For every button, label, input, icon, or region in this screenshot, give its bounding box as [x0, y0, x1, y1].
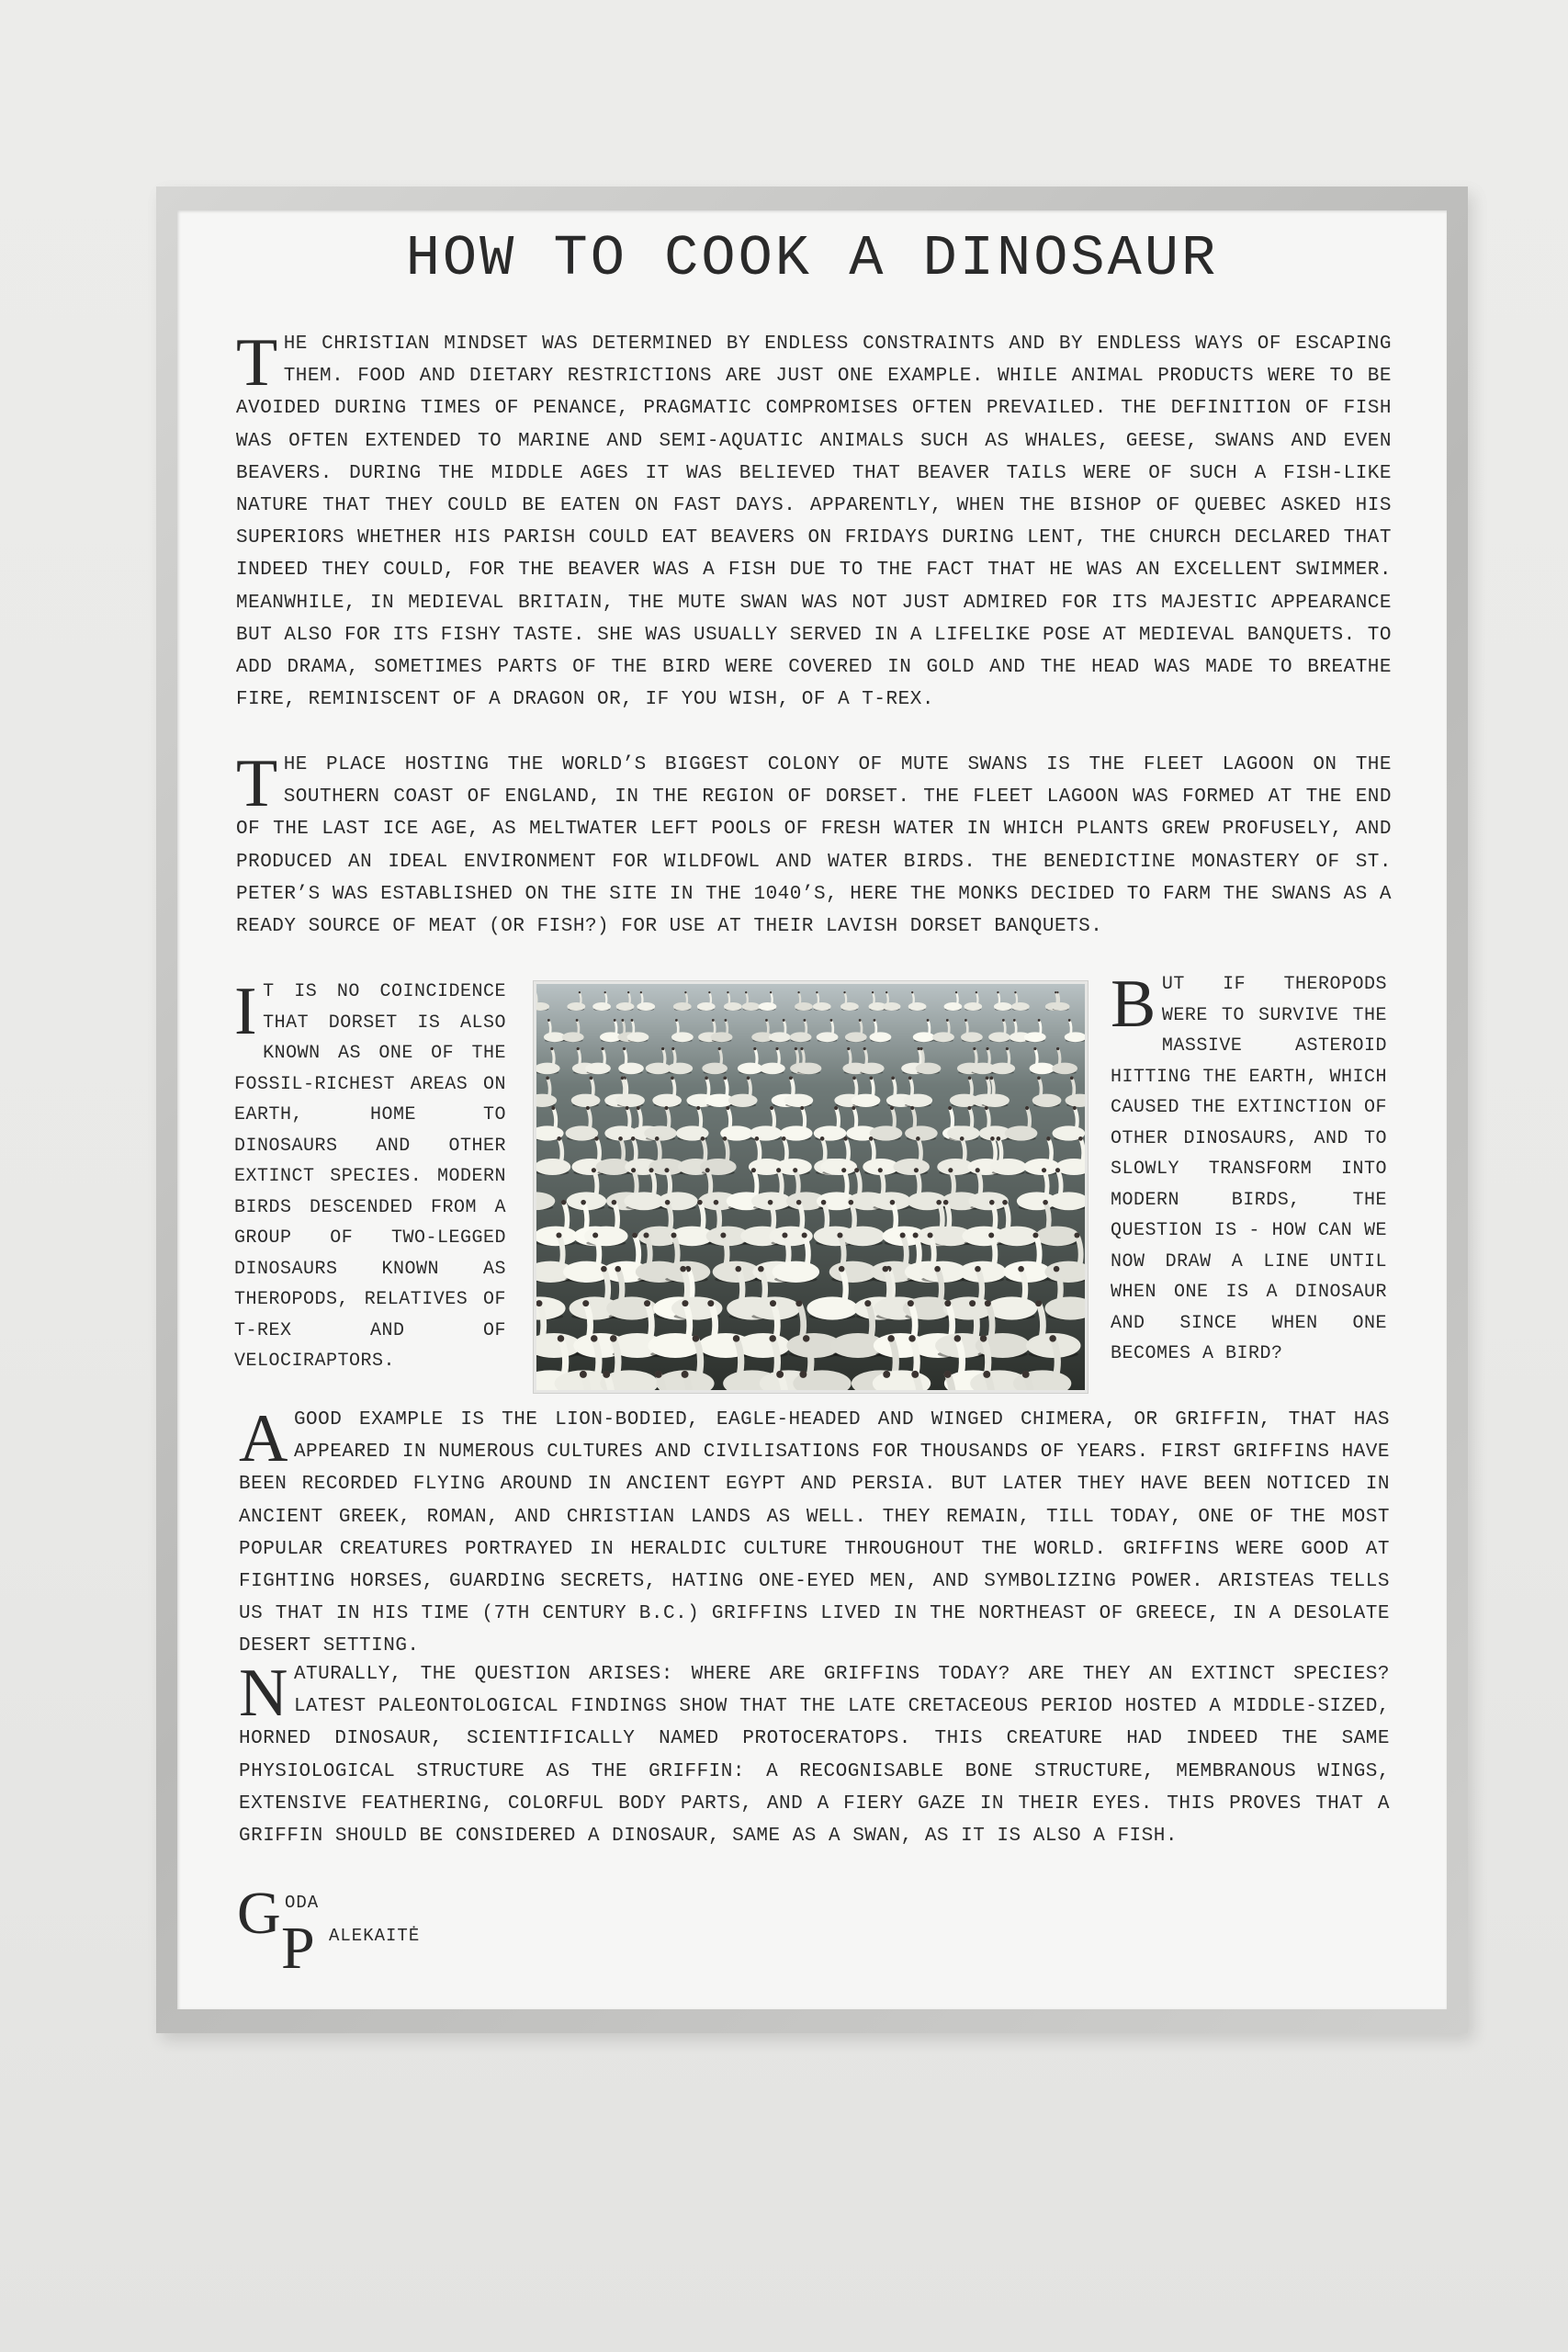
swans-image [536, 984, 1085, 1390]
drop-cap: N [239, 1656, 288, 1731]
drop-cap: A [239, 1401, 288, 1476]
paragraph-text: ATURALLY, THE QUESTION ARISES: WHERE ARE GRIFFINS TODAY? ARE THEY AN EXTINCT SPECIES? LATEST PALEONTOLOGICAL FINDINGS SHOW THAT THE LATE CRETACEOUS PERIOD HOSTED A MIDDLE-SIZED, HORNED DINOSAUR, SCIENTIFICALLY NAMED PROTOCERATOPS. THIS CREATURE HAD INDEED THE SAME PHYSIOLOGICAL STRUCTURE AS THE GRIFFIN: A RECOGNISABLE BONE STRUCTURE, MEMBRANOUS WINGS, EXTENSIVE FEATHERING, COLORFUL BODY PARTS, AND A FIERY GAZE IN THEIR EYES. THIS PROVES THAT A GRIFFIN SHOULD BE CONSIDERED A DINOSAUR, SAME AS A SWAN, AS IT IS ALSO A FISH. [239, 1664, 1390, 1848]
signature-initial-g: G [237, 1880, 281, 1947]
paragraph-text: T IS NO COINCIDENCE THAT DORSET IS ALSO KNOWN AS ONE OF THE FOSSIL-RICHEST AREAS ON EARTH, HOME TO DINOSAURS AND OTHER EXTINCT SPECIES. MODERN BIRDS DESCENDED FROM A GROUP OF TWO-LEGGED DINOSAURS KNOWN AS THEROPODS, RELATIVES OF T-REX AND OF VELOCIRAPTORS. [234, 981, 506, 1372]
paragraph-right-column [1111, 969, 1387, 1370]
poster-title: HOW TO COOK A DINOSAUR [405, 226, 1219, 291]
paragraph-fleet-lagoon [236, 746, 1392, 943]
signature-last-name: ALEKAITĖ [329, 1926, 421, 1946]
signature-initial-p: P [281, 1915, 315, 1982]
swans-photo [534, 981, 1088, 1393]
drop-cap: T [236, 325, 278, 401]
drop-cap: B [1111, 967, 1156, 1042]
drop-cap: I [234, 974, 258, 1049]
author-signature [237, 1880, 457, 1984]
paragraph-griffin [239, 1401, 1390, 1663]
drop-cap: T [236, 746, 278, 821]
paragraph-intro [236, 325, 1392, 716]
paragraph-text: HE PLACE HOSTING THE WORLD’S BIGGEST COLONY OF MUTE SWANS IS THE FLEET LAGOON ON THE SOUTHERN COAST OF ENGLAND, IN THE REGION OF DORSET. THE FLEET LAGOON WAS FORMED AT THE END OF THE LAST ICE AGE, AS MELTWATER LEFT POOLS OF FRESH WATER IN WHICH PLANTS GREW PROFUSELY, AND PRODUCED AN IDEAL ENVIRONMENT FOR WILDFOWL AND WATER BIRDS. THE BENEDICTINE MONASTERY OF ST. PETER’S WAS ESTABLISHED ON THE SITE IN THE 1040’S, HERE THE MONKS DECIDED TO FARM THE SWANS AS A READY SOURCE OF MEAT (OR FISH?) FOR USE AT THEIR LAVISH DORSET BANQUETS. [236, 754, 1392, 938]
paragraph-text: HE CHRISTIAN MINDSET WAS DETERMINED BY ENDLESS CONSTRAINTS AND BY ENDLESS WAYS OF ESCAPING THEM. FOOD AND DIETARY RESTRICTIONS ARE JUST ONE EXAMPLE. WHILE ANIMAL PRODUCTS WERE TO BE AVOIDED DURING TIMES OF PENANCE, PRAGMATIC COMPROMISES OFTEN PREVAILED. THE DEFINITION OF FISH WAS OFTEN EXTENDED TO MARINE AND SEMI-AQUATIC ANIMALS SUCH AS WHALES, GEESE, SWANS AND EVEN BEAVERS. DURING THE MIDDLE AGES IT WAS BELIEVED THAT BEAVER TAILS WERE OF SUCH A FISH-LIKE NATURE THAT THEY COULD BE EATEN ON FAST DAYS. APPARENTLY, WHEN THE BISHOP OF QUEBEC ASKED HIS SUPERIORS WHETHER HIS PARISH COULD EAT BEAVERS ON FRIDAYS DURING LENT, THE CHURCH DECLARED THAT INDEED THEY COULD, FOR THE BEAVER WAS A FISH DUE TO THE FACT THAT HE WAS AN EXCELLENT SWIMMER. MEANWHILE, IN MEDIEVAL BRITAIN, THE MUTE SWAN WAS NOT JUST ADMIRED FOR ITS MAJESTIC APPEARANCE BUT ALSO FOR ITS FISHY TASTE. SHE WAS USUALLY SERVED IN A LIFELIKE POSE AT MEDIEVAL BANQUETS. TO ADD DRAMA, SOMETIMES PARTS OF THE BIRD WERE COVERED IN GOLD AND THE HEAD WAS MADE TO BREATHE FIRE, REMINISCENT OF A DRAGON OR, IF YOU WISH, OF A T-REX. [236, 334, 1392, 711]
signature-first-name: ODA [285, 1893, 320, 1913]
paragraph-text: UT IF THEROPODS WERE TO SURVIVE THE MASSIVE ASTEROID HITTING THE EARTH, WHICH CAUSED THE EXTINCTION OF OTHER DINOSAURS, AND TO SLOWLY TRANSFORM INTO MODERN BIRDS, THE QUESTION IS - HOW CAN WE NOW DRAW A LINE UNTIL WHEN ONE IS A DINOSAUR AND SINCE WHEN ONE BECOMES A BIRD? [1111, 974, 1387, 1364]
paragraph-text: GOOD EXAMPLE IS THE LION-BODIED, EAGLE-HEADED AND WINGED CHIMERA, OR GRIFFIN, THAT HAS APPEARED IN NUMEROUS CULTURES AND CIVILISATIONS FOR THOUSANDS OF YEARS. FIRST GRIFFINS HAVE BEEN RECORDED FLYING AROUND IN ANCIENT EGYPT AND PERSIA. BUT LATER THEY HAVE BEEN NOTICED IN ANCIENT GREEK, ROMAN, AND CHRISTIAN LANDS AS WELL. THEY REMAIN, TILL TODAY, ONE OF THE MOST POPULAR CREATURES PORTRAYED IN HERALDIC CULTURE THROUGHOUT THE WORLD. GRIFFINS WERE GOOD AT FIGHTING HORSES, GUARDING SECRETS, HATING ONE-EYED MEN, AND SYMBOLIZING POWER. ARISTEAS TELLS US THAT IN HIS TIME (7TH CENTURY B.C.) GRIFFINS LIVED IN THE NORTHEAST OF GREECE, IN A DESOLATE DESERT SETTING. [239, 1409, 1390, 1657]
paragraph-conclusion [239, 1658, 1390, 1852]
paragraph-left-column [234, 974, 506, 1377]
